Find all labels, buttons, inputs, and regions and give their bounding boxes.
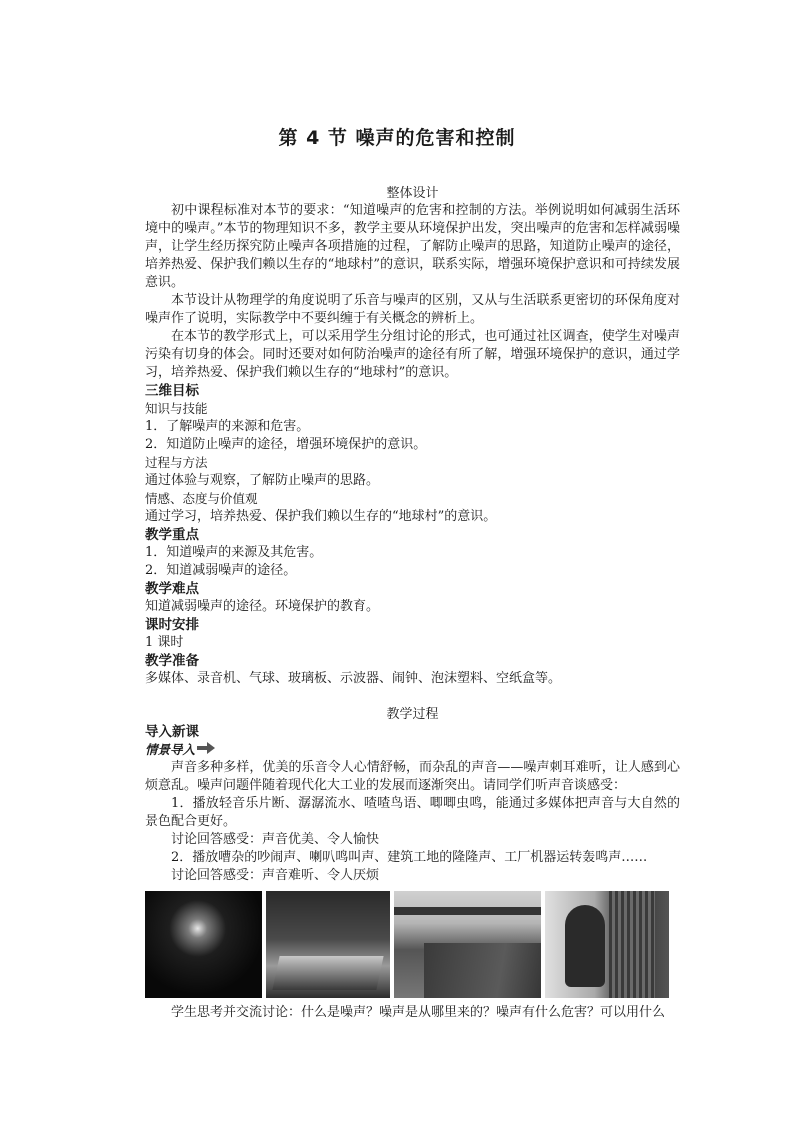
process-closing: 学生思考并交流讨论：什么是噪声？噪声是从哪里来的？噪声有什么危害？可以用什么 — [171, 1005, 666, 1020]
difficulty-heading: 教学难点 — [145, 581, 199, 597]
emotion-label: 情感、态度与价值观 — [145, 491, 258, 506]
knowledge-label: 知识与技能 — [145, 401, 208, 416]
intro-heading: 导入新课 — [145, 724, 199, 740]
overall-paragraph-1: 初中课程标准对本节的要求：“知道噪声的危害和控制的方法。举例说明如何减弱生活环境中的噪声。”本节的物理知识不多，教学主要从环境保护出发，突出噪声的危害和怎样减弱噪声，让学生经历探究防止噪声各项措施的过程，了解防止噪声的思路，知道防止噪声的途径，培养热爱、保护我们赖以生存的“地球村”的意识，联系实际，增强环境保护意识和可持续发展意识。 — [145, 203, 680, 290]
key-points-heading: 教学重点 — [145, 527, 199, 543]
scene-label-text: 情景导入 — [145, 742, 196, 757]
photo-highway-traffic — [394, 891, 541, 998]
process-heading: 教学过程 — [386, 707, 439, 722]
noise-photo-strip — [145, 891, 680, 998]
overall-paragraph-2: 本节设计从物理学的角度说明了乐音与噪声的区别，又从与生活联系更密切的环保角度对噪声作了说明，实际教学中不要纠缠于有关概念的辨析上。 — [145, 293, 680, 326]
knowledge-item-1: 1．了解噪声的来源和危害。 — [145, 419, 310, 434]
schedule-heading: 课时安排 — [145, 617, 199, 633]
photo-chainsaw-worker — [545, 891, 669, 998]
key-point-2: 2．知道减弱噪声的途径。 — [145, 563, 297, 578]
arrow-right-icon — [197, 741, 215, 759]
photo-welding-sparks — [145, 891, 262, 998]
document-body — [145, 185, 680, 1022]
preparation-text: 多媒体、录音机、气球、玻璃板、示波器、闹钟、泡沫塑料、空纸盒等。 — [145, 671, 562, 686]
photo-dance-hall — [266, 891, 390, 998]
key-point-1: 1．知道噪声的来源及其危害。 — [145, 545, 323, 560]
scene-intro-label — [145, 741, 680, 759]
process-paragraph-1: 声音多种多样，优美的乐音令人心情舒畅，而杂乱的声音——噪声刺耳难听，让人感到心烦意乱。噪声问题伴随着现代化大工业的发展而逐渐突出。请同学们听声音谈感受： — [145, 760, 680, 793]
page-title: 第 4 节 噪声的危害和控制 — [278, 127, 516, 149]
schedule-text: 1 课时 — [145, 635, 184, 650]
overall-heading: 整体设计 — [386, 186, 439, 201]
knowledge-item-2: 2．知道防止噪声的途径，增强环境保护的意识。 — [145, 437, 427, 452]
process-paragraph-4: 2．播放嘈杂的吵闹声、喇叭鸣叫声、建筑工地的隆隆声、工厂机器运转轰鸣声…… — [171, 850, 648, 865]
preparation-heading: 教学准备 — [145, 653, 199, 669]
difficulty-text: 知道减弱噪声的途径。环境保护的教育。 — [145, 599, 380, 614]
goals-heading: 三维目标 — [145, 383, 199, 399]
emotion-text: 通过学习，培养热爱、保护我们赖以生存的“地球村”的意识。 — [145, 509, 497, 524]
process-label: 过程与方法 — [145, 455, 208, 470]
process-paragraph-3: 讨论回答感受：声音优美、令人愉快 — [171, 832, 380, 847]
process-text: 通过体验与观察，了解防止噪声的思路。 — [145, 473, 380, 488]
process-paragraph-5: 讨论回答感受：声音难听、令人厌烦 — [171, 868, 380, 883]
overall-paragraph-3: 在本节的教学形式上，可以采用学生分组讨论的形式，也可通过社区调查，使学生对噪声污染有切身的体会。同时还要对如何防治噪声的途径有所了解，增强环境保护的意识，通过学习，培养热爱、保护我们赖以生存的“地球村”的意识。 — [145, 329, 680, 380]
process-paragraph-2: 1．播放轻音乐片断、潺潺流水、喳喳鸟语、唧唧虫鸣，能通过多媒体把声音与大自然的景色配合更好。 — [145, 796, 680, 829]
